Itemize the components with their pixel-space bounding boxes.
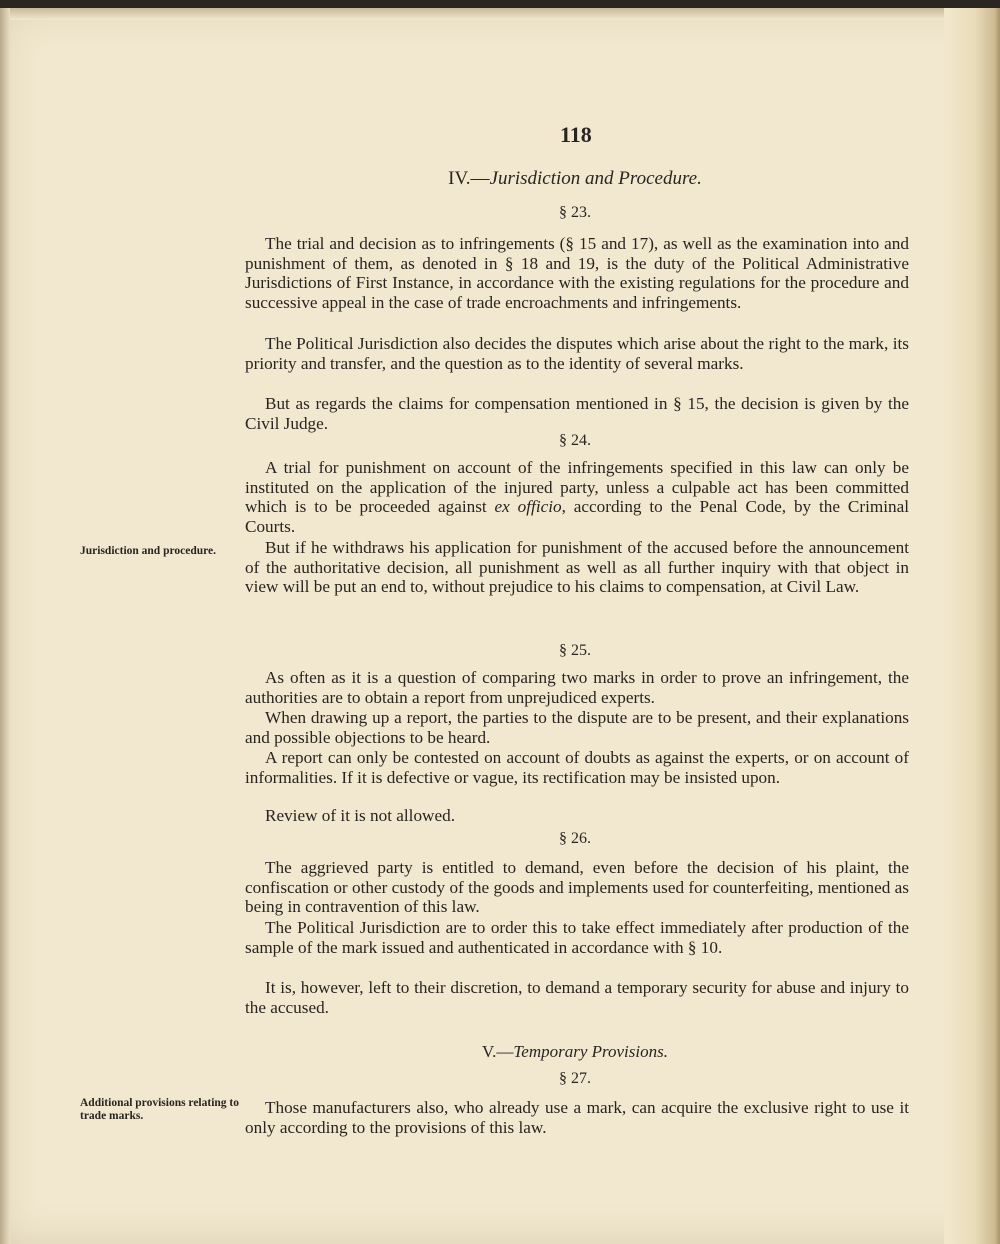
section-25-paragraph-2: When drawing up a report, the parties to the dispute are to be present, and their explanations and possible objections to be heard. <box>245 708 909 747</box>
section-heading-iv <box>245 168 905 190</box>
section-heading-iv-title: Jurisdiction and Procedure. <box>489 168 702 189</box>
section-25-paragraph-3: A report can only be contested on account of doubts as against the experts, or on account of informalities. If it is defective or vague, its rectification may be insisted upon. <box>245 748 909 787</box>
page-left-edge <box>0 8 10 1244</box>
section-26-paragraph-2: The Political Jurisdiction are to order this to take effect immediately after production of the sample of the mark issued and authenticated in accordance with § 10. <box>245 918 909 957</box>
book-page <box>0 8 1000 1244</box>
section-24-paragraph-2: But if he withdraws his application for punishment of the accused before the announcement of the authoritative decision, all punishment as well as all further inquiry with that object in view will be put an end to, without prejudice to his claims to compensation, at Civil Law. <box>245 538 909 596</box>
margin-note-additional: Additional provisions relating to trade marks. <box>80 1097 240 1122</box>
section-26-paragraph-3: It is, however, left to their discretion, to demand a temporary security for abuse and injury to the accused. <box>245 978 909 1017</box>
section-24-paragraph-1-italic: ex officio <box>494 497 562 516</box>
section-25-paragraph-1: As often as it is a question of comparing two marks in order to prove an infringement, the authorities are to obtain a report from unprejudiced experts. <box>245 668 909 707</box>
section-23-paragraph-3: But as regards the claims for compensation mentioned in § 15, the decision is given by the Civil Judge. <box>245 394 909 433</box>
section-24-label: § 24. <box>559 432 591 449</box>
page-right-edge <box>944 8 1000 1244</box>
section-24-paragraph-1-b: , according to the Penal Code, by the Criminal Courts. <box>245 497 909 536</box>
section-24-paragraph-1 <box>245 458 909 536</box>
section-27-paragraph-1: Those manufacturers also, who already use a mark, can acquire the exclusive right to use it only according to the provisions of this law. <box>245 1098 909 1137</box>
section-23-paragraph-1: The trial and decision as to infringements (§ 15 and 17), as well as the examination into and punishment of them, as denoted in § 18 and 19, is the duty of the Political Administrative Jurisdictions of First Instance, in accordance with the existing regulations for the procedure and successive appeal in the case of trade encroachments and infringements. <box>245 234 909 312</box>
section-23-label: § 23. <box>559 204 591 221</box>
section-23-paragraph-2: The Political Jurisdiction also decides the disputes which arise about the right to the mark, its priority and transfer, and the question as to the identity of several marks. <box>245 334 909 373</box>
section-26-paragraph-1: The aggrieved party is entitled to demand, even before the decision of his plaint, the confiscation or other custody of the goods and implements used for counterfeiting, mentioned as being in contravention of this law. <box>245 858 909 916</box>
section-25-paragraph-4: Review of it is not allowed. <box>265 806 455 825</box>
section-heading-v <box>245 1042 905 1062</box>
section-heading-iv-roman: IV.— <box>448 168 490 189</box>
section-27-label: § 27. <box>559 1070 591 1087</box>
page-top-edge <box>0 8 1000 20</box>
section-heading-v-title: Temporary Provisions. <box>513 1042 668 1061</box>
section-26-label: § 26. <box>559 830 591 847</box>
section-24-paragraph-1-a: A trial for punishment on account of the infringements specified in this law can only be instituted on the application of the injured party, unless a culpable act has been committed which is to be proceeded against <box>245 458 909 516</box>
page-number: 118 <box>560 122 592 147</box>
section-25-label: § 25. <box>559 642 591 659</box>
section-heading-v-roman: V.— <box>482 1042 514 1061</box>
margin-note-jurisdiction: Jurisdiction and procedure. <box>80 545 216 557</box>
